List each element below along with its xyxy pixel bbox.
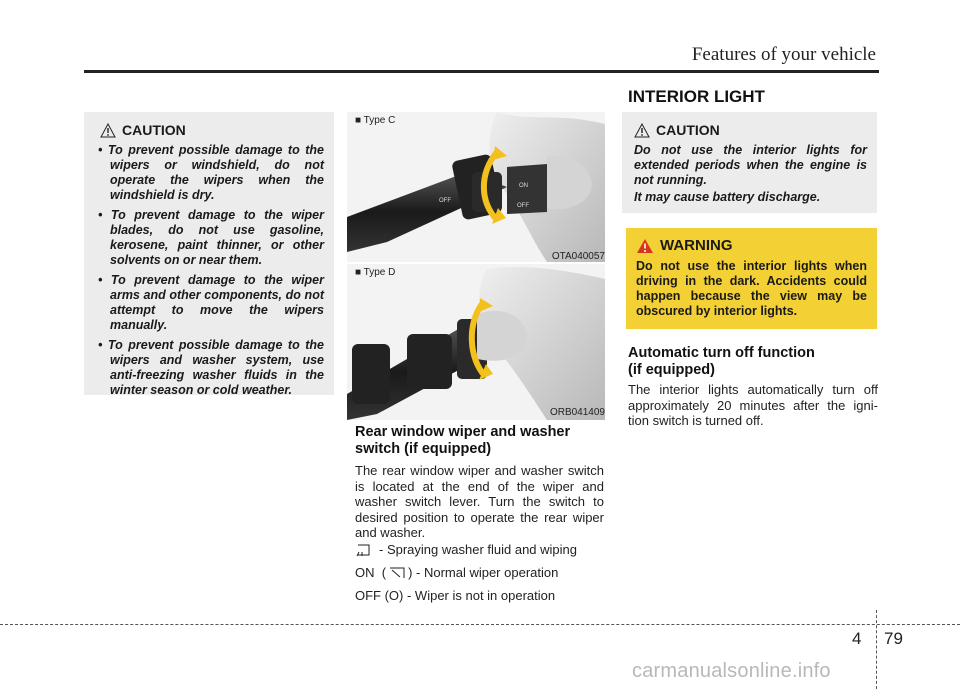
- interior-light-heading: INTERIOR LIGHT: [628, 87, 765, 106]
- heading-line: (if equipped): [628, 362, 715, 378]
- caution-title-row: [634, 122, 867, 138]
- header-rule: [84, 70, 879, 73]
- left-caution-box: [84, 112, 334, 395]
- caution-item: • To prevent damage to the wiper blades, do not use gasoline, kerosene, paint thinner, or other solvents on or near them.: [98, 208, 324, 267]
- warning-title-row: [636, 237, 867, 254]
- warning-title: WARNING: [660, 237, 733, 254]
- wiper-switch-photo-type-d: [347, 264, 605, 420]
- heading-line: Rear window wiper and washer: [355, 424, 571, 440]
- washer-spray-icon: [355, 542, 373, 558]
- wiper-icon: [386, 565, 408, 581]
- wiper-switch-photo-type-c: [347, 112, 605, 262]
- section-title: Features of your vehicle: [691, 44, 876, 65]
- option-off-row: OFF (O) - Wiper is not in operation: [355, 588, 556, 603]
- rear-wiper-paragraph: The rear window wiper and washer switch is located at the end of the wiper and washer switch lever. Turn the switch to desired position to operate the rear wiper and washer.: [355, 463, 604, 540]
- watermark: carmanualsonline.info: [632, 660, 831, 682]
- caution-item: • To prevent possible damage to the wipers or windshield, do not operate the wipers when the windshield is dry.: [98, 143, 324, 202]
- svg-text:OFF: OFF: [439, 198, 451, 204]
- warning-triangle-icon: [100, 123, 116, 138]
- page-number: 79: [884, 629, 903, 648]
- wiper-switch-illustration: [347, 264, 605, 420]
- heading-line: Automatic turn off function: [628, 345, 815, 361]
- rear-wiper-heading: [355, 424, 605, 458]
- interior-warning-box: [626, 228, 877, 329]
- auto-turn-off-heading: [628, 345, 878, 379]
- caution-item: • To prevent possible damage to the wipers and washer system, use anti-freezing washer fluids in the winter season or cold weather.: [98, 338, 324, 397]
- footer-rule: [0, 624, 960, 625]
- option-text: - Spraying washer fluid and wiping: [379, 542, 577, 558]
- svg-text:ON: ON: [519, 183, 528, 189]
- option-text: ON (: [355, 565, 387, 581]
- option-on-row: [355, 565, 605, 581]
- photo-code: OTA040057: [551, 251, 605, 262]
- caution-title: CAUTION: [122, 122, 186, 138]
- interior-caution-box: [622, 112, 877, 213]
- heading-line: switch (if equipped): [355, 441, 492, 457]
- option-text: ) - Normal wiper operation: [408, 565, 559, 581]
- caution-title-row: [94, 122, 324, 138]
- caution-text: It may cause battery discharge.: [634, 190, 821, 204]
- chapter-number: 4: [852, 629, 862, 648]
- wiper-switch-illustration: [347, 112, 605, 262]
- svg-text:OFF: OFF: [517, 203, 529, 209]
- photo-type-label: ■ Type C: [355, 115, 396, 126]
- auto-turn-off-paragraph: The interior lights automatically turn off approximately 20 minutes after the igni- tion switch is turned off.: [628, 382, 878, 428]
- caution-item: • To prevent damage to the wiper arms and other components, do not attempt to move the wipers manually.: [98, 273, 324, 332]
- photo-type-label: ■ Type D: [355, 267, 396, 278]
- option-spray-row: [355, 542, 605, 558]
- footer-divider: [876, 610, 877, 689]
- warning-text: Do not use the interior lights when driving in the dark. Accidents could happen because the view may be obscured by interior lights.: [636, 259, 867, 318]
- caution-title: CAUTION: [656, 122, 720, 138]
- warning-triangle-icon: [636, 238, 654, 254]
- caution-text: Do not use the interior lights for extended periods when the engine is not running.: [634, 143, 867, 187]
- photo-code: ORB041409: [549, 407, 605, 418]
- warning-triangle-icon: [634, 123, 650, 138]
